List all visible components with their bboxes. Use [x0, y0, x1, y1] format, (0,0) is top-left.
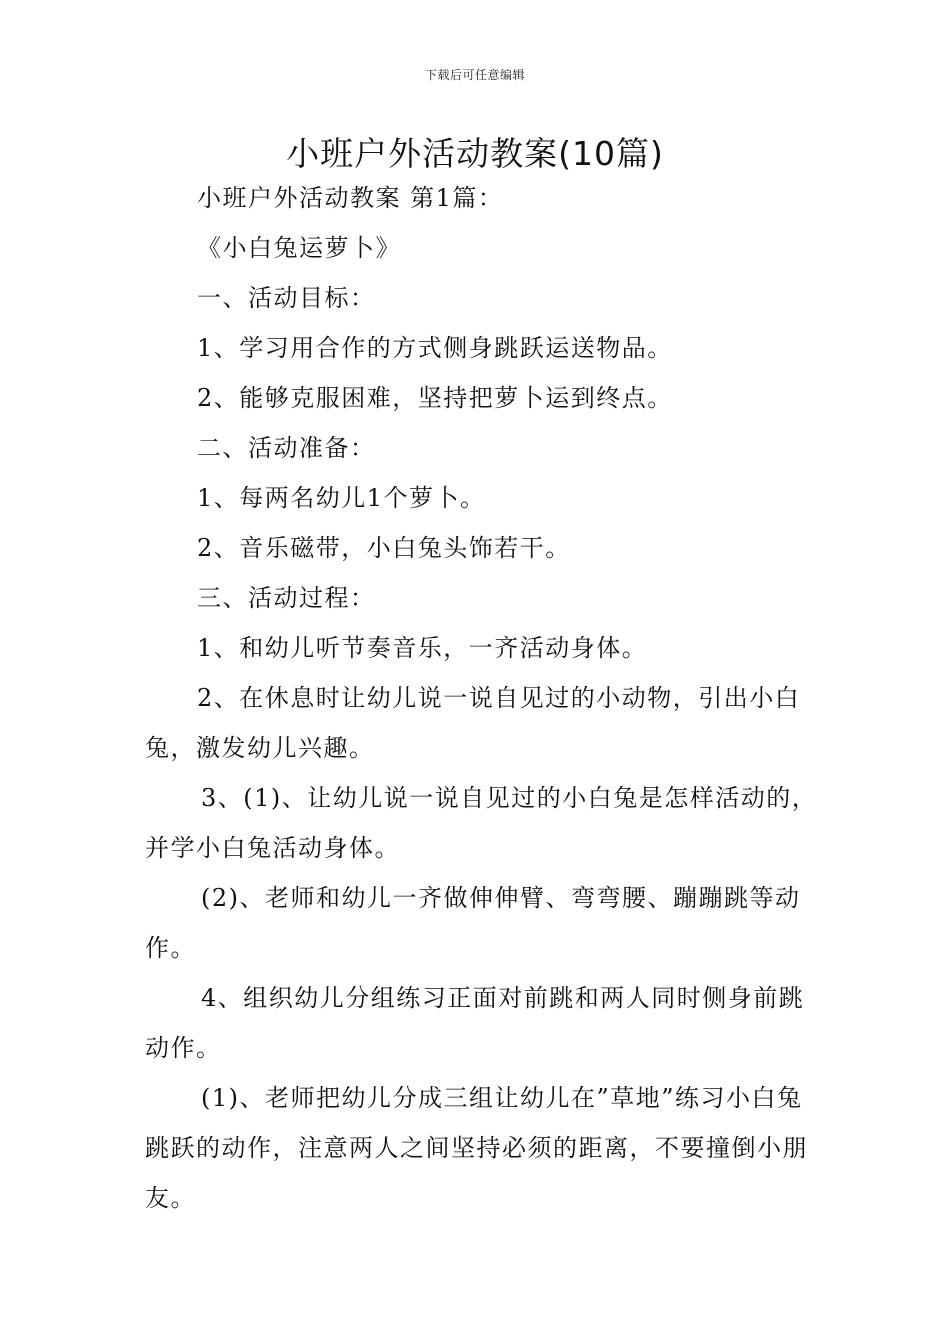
paragraph: (2)、老师和幼儿一齐做伸伸臂、弯弯腰、蹦蹦跳等动作。	[145, 884, 801, 962]
paragraph: 1、每两名幼儿1个萝卜。	[197, 484, 486, 512]
paragraph: (1)、老师把幼儿分成三组让幼儿在”草地”练习小白兔跳跃的动作，注意两人之间坚持必须的距离，不要撞倒小朋友。	[145, 1084, 808, 1212]
section-heading: 小班户外活动教案 第1篇：	[197, 184, 504, 212]
paragraph: 3、(1)、让幼儿说一说自见过的小白兔是怎样活动的，并学小白兔活动身体。	[145, 784, 818, 862]
paragraph: 2、音乐磁带，小白兔头饰若干。	[197, 534, 571, 562]
section-heading: 一、活动目标：	[197, 284, 376, 312]
document-body	[145, 173, 825, 1223]
paragraph: 4、组织幼儿分组练习正面对前跳和两人同时侧身前跳动作。	[145, 984, 805, 1062]
document-title: 小班户外活动教案(10篇)	[286, 134, 664, 173]
header-note: 下载后可任意编辑	[424, 68, 525, 82]
paragraph: 2、能够克服困难，坚持把萝卜运到终点。	[197, 384, 673, 412]
section-heading: 二、活动准备：	[197, 434, 376, 462]
lesson-title: 《小白兔运萝卜》	[197, 234, 401, 262]
paragraph: 1、和幼儿听节奏音乐，一齐活动身体。	[197, 634, 648, 662]
section-heading: 三、活动过程：	[197, 584, 376, 612]
paragraph: 1、学习用合作的方式侧身跳跃运送物品。	[197, 334, 673, 362]
paragraph: 2、在休息时让幼儿说一说自见过的小动物，引出小白兔，激发幼儿兴趣。	[145, 684, 801, 762]
